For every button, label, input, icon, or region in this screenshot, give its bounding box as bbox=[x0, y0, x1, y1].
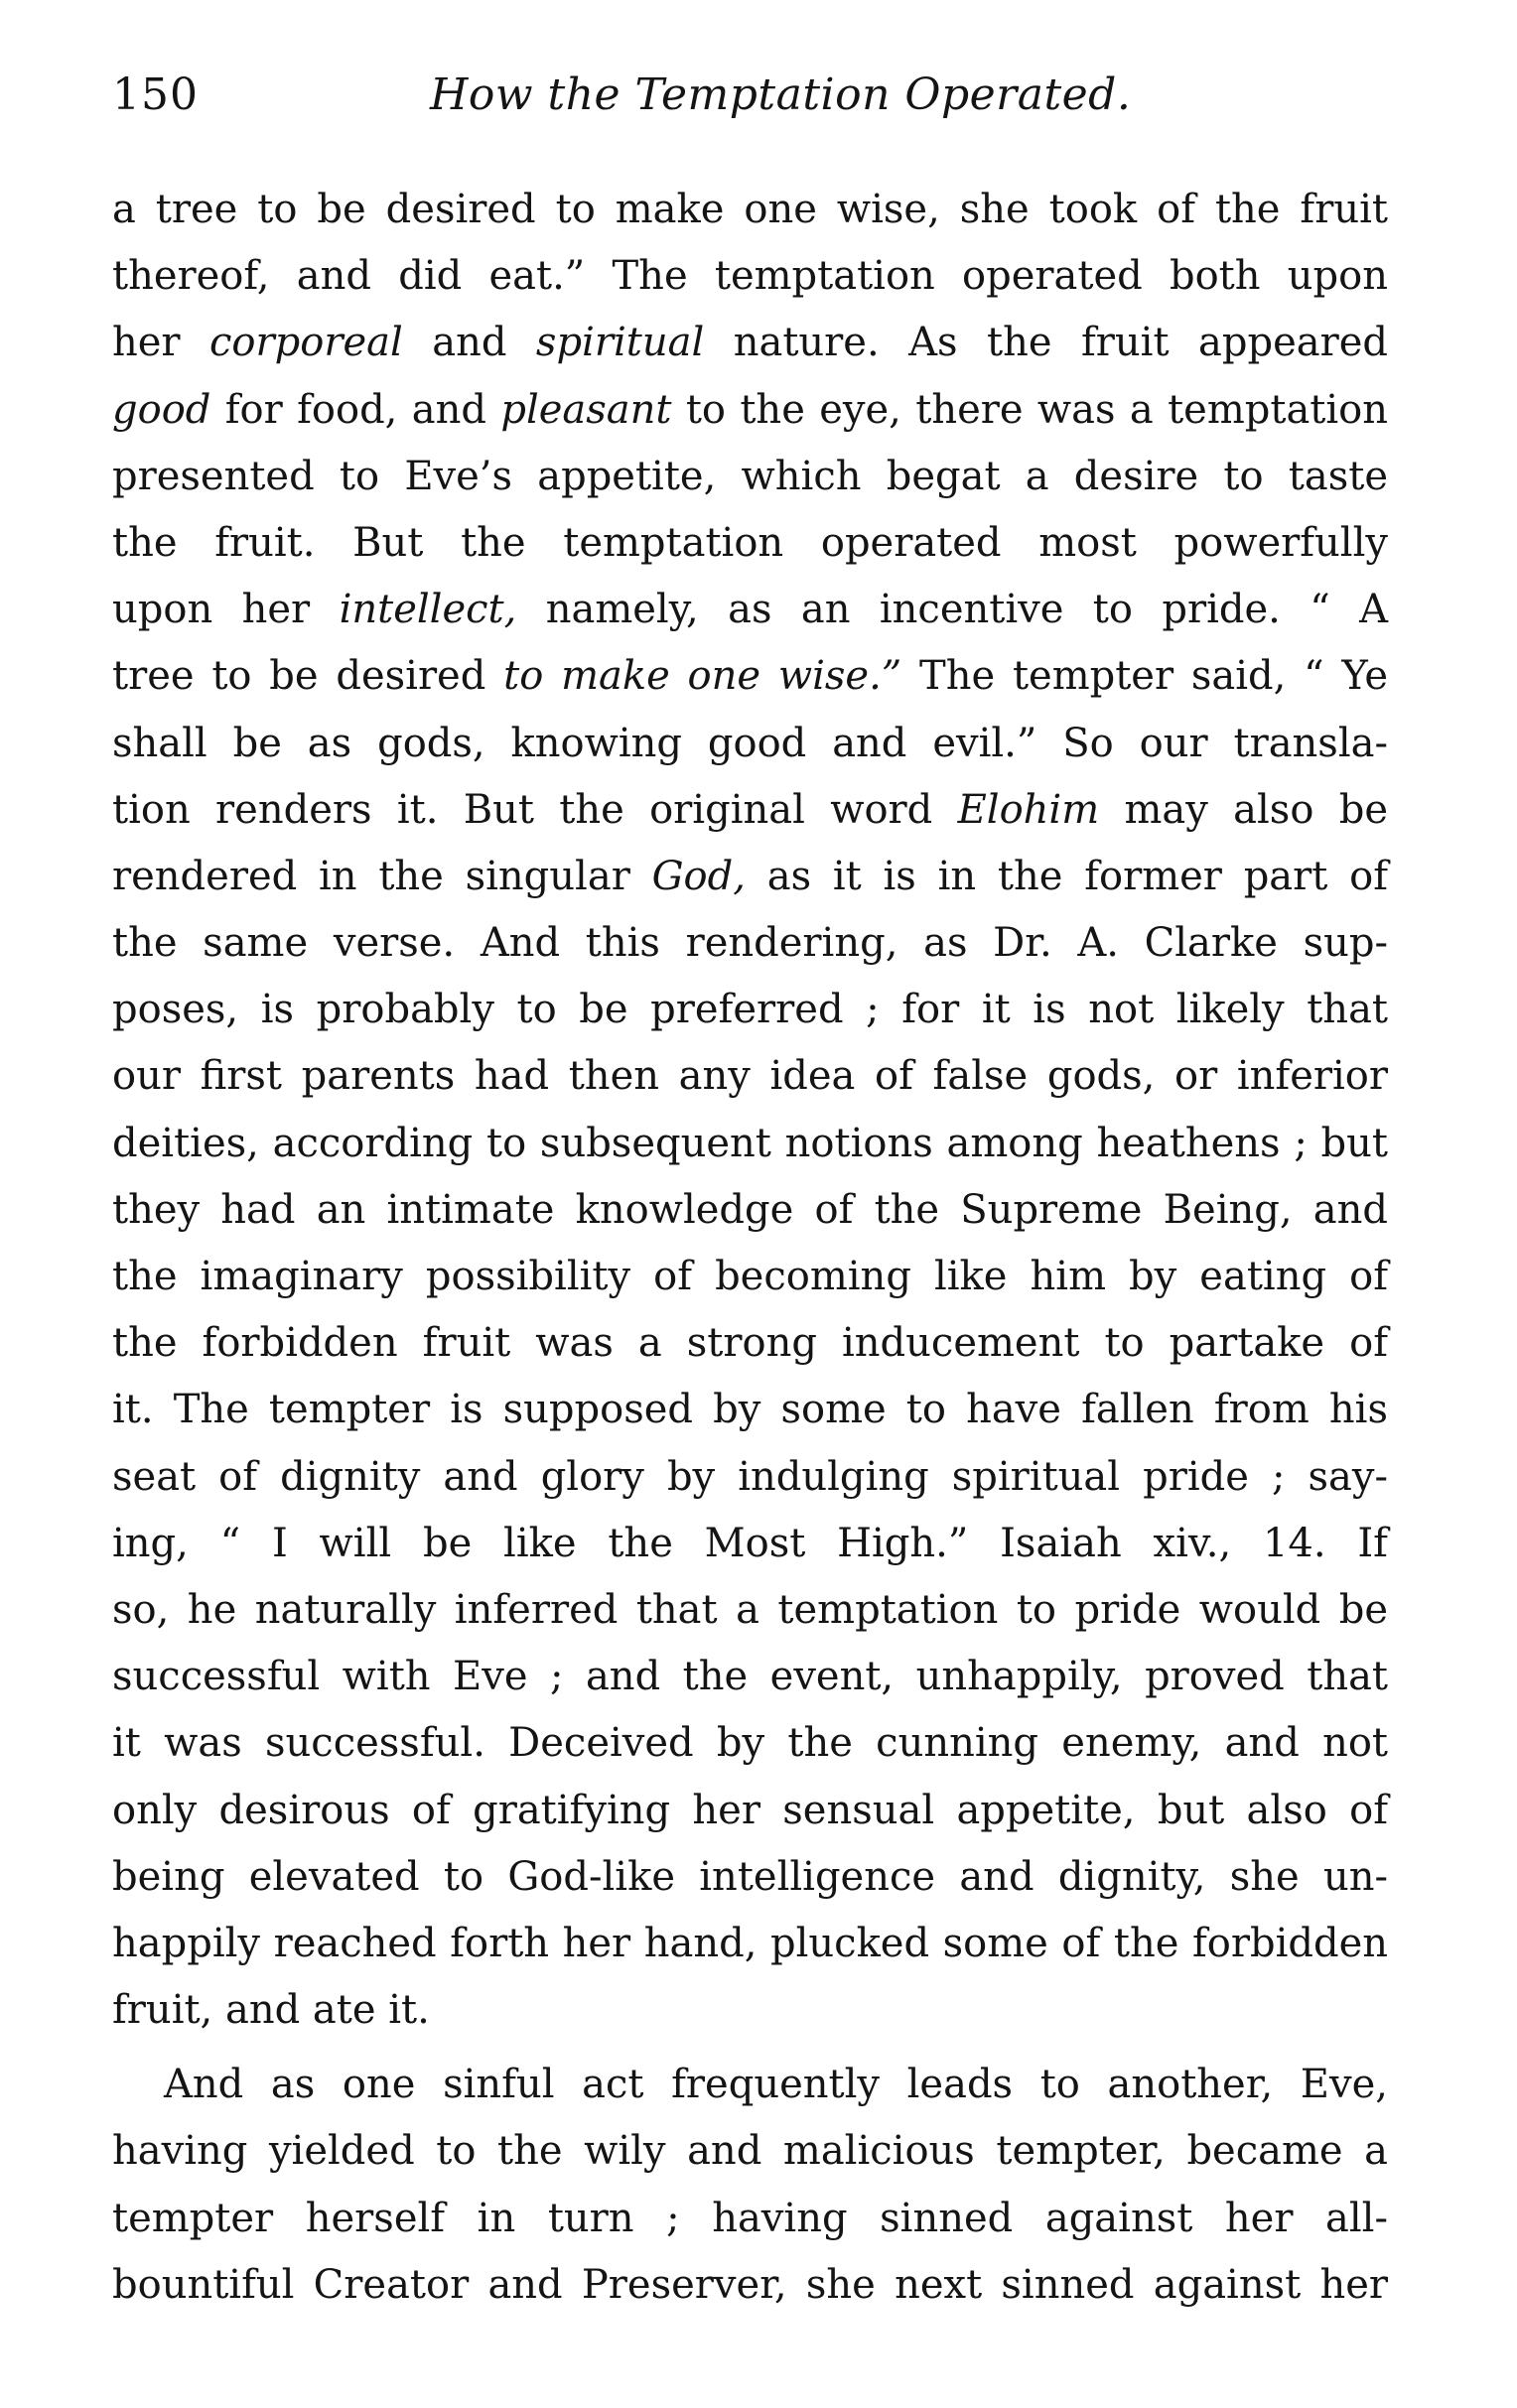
text-line bbox=[112, 1444, 1388, 1511]
text-line bbox=[112, 510, 1388, 577]
text-segment: a tree to be desired to make one wise, she took of the fruit bbox=[112, 187, 1388, 232]
paragraph-2 bbox=[112, 2052, 1388, 2319]
italic-text: pleasant bbox=[500, 386, 672, 433]
text-line bbox=[112, 2252, 1388, 2319]
text-line bbox=[112, 2118, 1388, 2185]
text-line bbox=[112, 2052, 1388, 2118]
text-line bbox=[112, 243, 1388, 310]
text-line bbox=[112, 1844, 1388, 1911]
text-line bbox=[112, 1577, 1388, 1644]
text-segment: deities, according to subsequent notions among heathens ; but bbox=[112, 1120, 1388, 1166]
text-segment: rendered in the singular bbox=[112, 853, 652, 899]
text-line bbox=[112, 777, 1388, 844]
text-segment: the imaginary possibility of becoming like him by eating of bbox=[112, 1254, 1388, 1299]
page-number: 150 bbox=[112, 69, 199, 120]
text-segment: the same verse. And this rendering, as Dr. A. Clarke sup- bbox=[112, 920, 1388, 967]
text-line bbox=[112, 1111, 1388, 1177]
text-segment: tempter herself in turn ; having sinned against her all- bbox=[112, 2195, 1388, 2241]
text-segment: to the eye, there was a temptation bbox=[671, 386, 1389, 433]
text-line bbox=[112, 577, 1388, 643]
text-segment: our first parents had then any idea of false gods, or inferior bbox=[112, 1053, 1388, 1100]
text-segment: tion renders it. But the original word bbox=[112, 786, 958, 833]
italic-text: spiritual bbox=[535, 320, 705, 366]
text-segment: being elevated to God-like intelligence and dignity, she un- bbox=[112, 1853, 1388, 1900]
text-line bbox=[112, 1710, 1388, 1777]
text-segment: namely, as an incentive to pride. “ A bbox=[516, 587, 1388, 633]
text-line bbox=[112, 844, 1388, 910]
body-text bbox=[112, 177, 1388, 2319]
text-segment: so, he naturally inferred that a temptation to pride would be bbox=[112, 1586, 1388, 1633]
paragraph-1 bbox=[112, 177, 1388, 2044]
text-line bbox=[112, 310, 1388, 376]
text-segment: may also be bbox=[1099, 786, 1389, 833]
text-line bbox=[112, 1244, 1388, 1310]
text-line bbox=[112, 643, 1388, 710]
text-line bbox=[112, 1644, 1388, 1710]
text-segment: ing, “ I will be like the Most High.” Isaiah xiv., 14. If bbox=[112, 1520, 1388, 1566]
italic-text: corporeal bbox=[209, 320, 403, 366]
text-line bbox=[112, 1043, 1388, 1110]
italic-text: intellect, bbox=[339, 587, 517, 633]
text-line bbox=[112, 711, 1388, 777]
text-segment: And as one sinful act frequently leads to another, Eve, bbox=[164, 2062, 1388, 2108]
text-line bbox=[112, 377, 1388, 444]
text-segment: seat of dignity and glory by indulging spiritual pride ; say- bbox=[112, 1453, 1388, 1500]
text-segment: successful with Eve ; and the event, unhappily, proved that bbox=[112, 1654, 1388, 1700]
text-segment: and bbox=[402, 320, 536, 366]
text-line bbox=[112, 177, 1388, 243]
text-segment: only desirous of gratifying her sensual appetite, but also of bbox=[112, 1787, 1388, 1833]
text-line bbox=[112, 1310, 1388, 1377]
text-segment: tree to be desired bbox=[112, 653, 504, 700]
text-line bbox=[112, 1377, 1388, 1443]
text-segment: the fruit. But the temptation operated most powerfully bbox=[112, 519, 1388, 566]
text-line bbox=[112, 1977, 1388, 2044]
text-line bbox=[112, 977, 1388, 1043]
text-line bbox=[112, 1911, 1388, 1977]
text-segment: it was successful. Deceived by the cunning enemy, and not bbox=[112, 1720, 1388, 1767]
text-line bbox=[112, 1511, 1388, 1577]
text-segment: the forbidden fruit was a strong inducement to partake of bbox=[112, 1320, 1388, 1367]
text-segment: bountiful Creator and Preserver, she next sinned against her bbox=[112, 2261, 1388, 2308]
text-line bbox=[112, 2186, 1388, 2252]
text-line bbox=[112, 910, 1388, 977]
text-segment: for food, and bbox=[210, 386, 501, 433]
text-line bbox=[112, 1177, 1388, 1244]
italic-text: God, bbox=[651, 853, 746, 899]
italic-text: to make one wise.” bbox=[503, 653, 902, 700]
text-segment: nature. As the fruit appeared bbox=[704, 320, 1388, 366]
text-segment: her bbox=[112, 320, 210, 366]
text-segment: happily reached forth her hand, plucked some of the forbidden bbox=[112, 1920, 1388, 1966]
page-header bbox=[112, 69, 1388, 139]
text-segment: they had an intimate knowledge of the Supreme Being, and bbox=[112, 1186, 1388, 1233]
text-segment: presented to Eve’s appetite, which begat a desire to taste bbox=[112, 453, 1388, 499]
text-segment: shall be as gods, knowing good and evil.” So our transla- bbox=[112, 720, 1388, 766]
text-segment: upon her bbox=[112, 587, 340, 633]
text-segment: The tempter said, “ Ye bbox=[901, 653, 1388, 700]
text-segment: it. The tempter is supposed by some to have fallen from his bbox=[112, 1387, 1388, 1433]
text-segment: having yielded to the wily and malicious tempter, became a bbox=[112, 2128, 1388, 2175]
text-segment: thereof, and did eat.” The temptation operated both upon bbox=[112, 253, 1388, 300]
text-segment: as it is in the former part of bbox=[745, 853, 1388, 899]
text-segment: poses, is probably to be preferred ; for it is not likely that bbox=[112, 987, 1388, 1033]
italic-text: good bbox=[112, 386, 211, 433]
text-line bbox=[112, 1778, 1388, 1844]
italic-text: Elohim bbox=[957, 786, 1100, 833]
text-line bbox=[112, 444, 1388, 510]
text-segment: fruit, and ate it. bbox=[112, 1987, 430, 2034]
running-title: How the Temptation Operated. bbox=[430, 69, 1132, 120]
